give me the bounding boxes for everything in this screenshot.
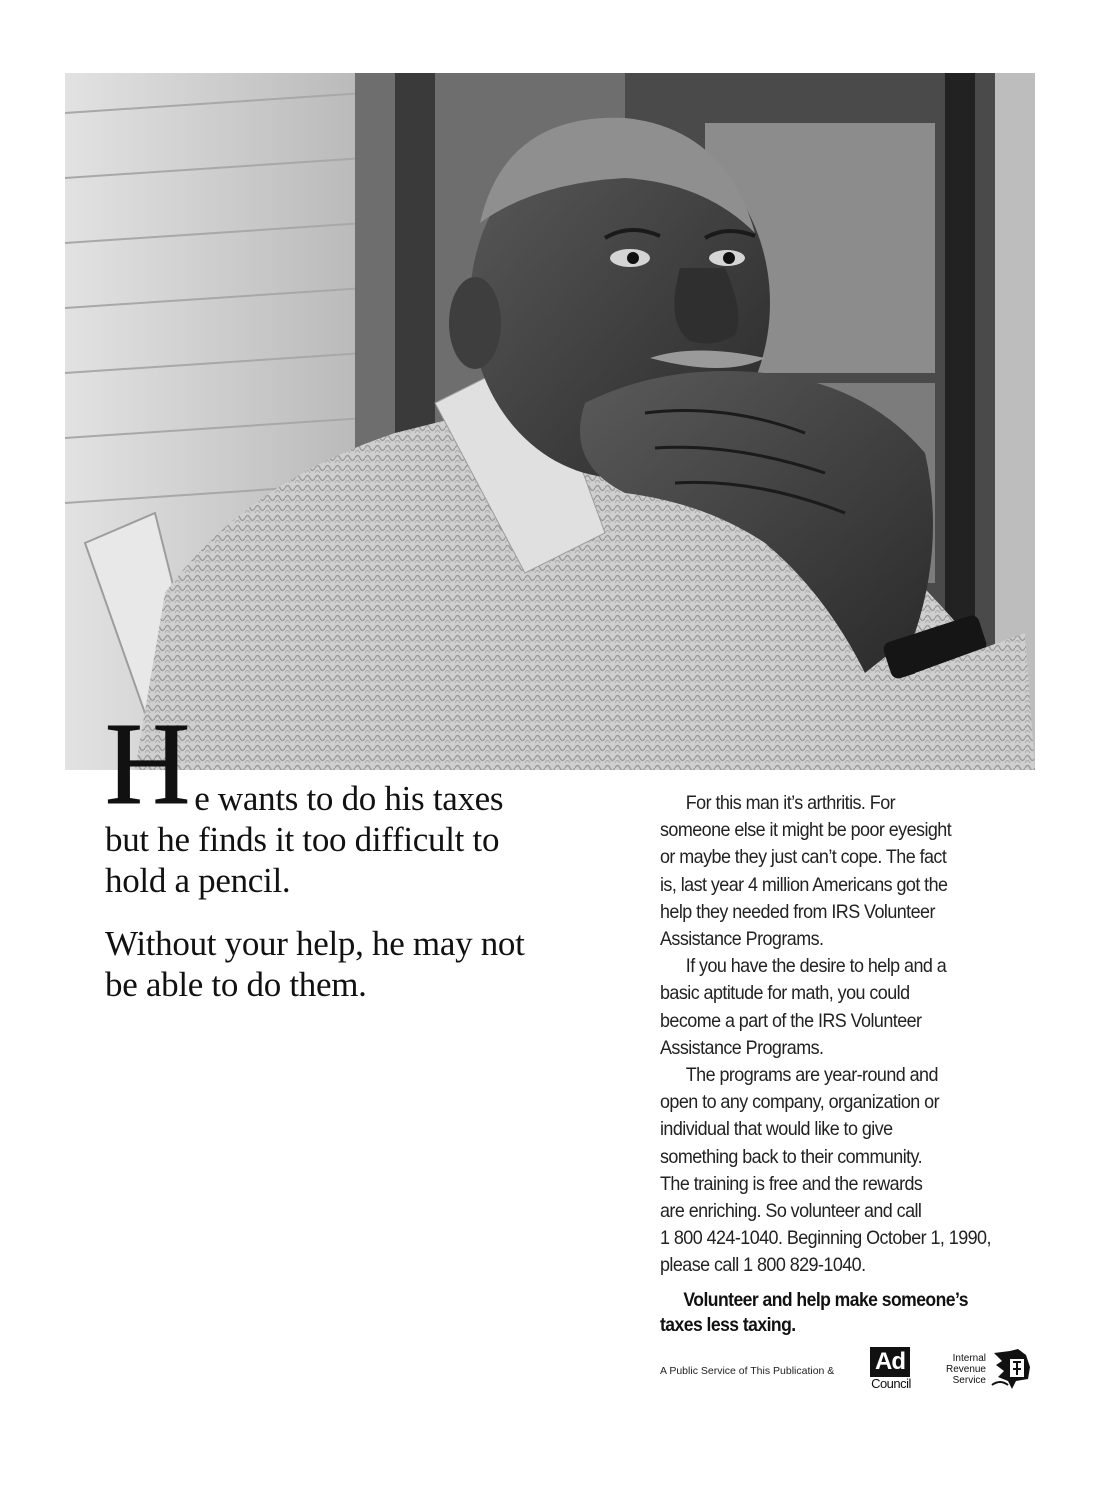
- body-para-1: [660, 790, 1019, 953]
- body-line: something back to their community.: [660, 1145, 923, 1168]
- irs-line-3: Service: [952, 1375, 986, 1386]
- irs-line-1: Internal: [952, 1353, 986, 1364]
- body-line: For this man it’s arthritis. For: [685, 792, 896, 814]
- body-line: individual that would like to give: [660, 1118, 893, 1141]
- body-line: Assistance Programs.: [660, 928, 824, 951]
- drop-cap: H: [105, 698, 191, 829]
- irs-name: [922, 1353, 986, 1386]
- body-copy: [660, 790, 1019, 1280]
- body-line: The programs are year-round and: [685, 1064, 938, 1087]
- body-line: Assistance Programs.: [660, 1036, 824, 1059]
- headline: [105, 698, 625, 1027]
- body-line: or maybe they just can’t cope. The fact: [660, 846, 947, 869]
- body-line: please call 1 800 829-1040.: [660, 1254, 866, 1277]
- body-line: become a part of the IRS Volunteer: [660, 1009, 922, 1032]
- body-line: If you have the desire to help and a: [685, 955, 947, 978]
- headline-line-1: e wants to do his taxes: [194, 779, 504, 818]
- tagline-line-2: taxes less taxing.: [660, 1314, 796, 1336]
- ad-council-logo-bottom: Council: [871, 1376, 911, 1391]
- hero-photo: [65, 73, 1035, 770]
- body-para-2: [660, 953, 1019, 1062]
- tagline: [660, 1288, 1011, 1338]
- headline-para2-line-1: Without your help, he may not: [105, 924, 525, 963]
- headline-para2-line-2: be able to do them.: [105, 965, 367, 1004]
- headline-line-3: hold a pencil.: [105, 861, 291, 900]
- body-line: is, last year 4 million Americans got the: [660, 873, 948, 896]
- man-portrait-icon: [65, 73, 1035, 770]
- headline-line-2: but he finds it too difficult to: [105, 820, 500, 859]
- public-service-credit: A Public Service of This Publication &: [660, 1365, 835, 1377]
- ad-council-logo-top: Ad: [870, 1347, 910, 1377]
- footer: [660, 1345, 1040, 1395]
- irs-eagle-icon: [990, 1345, 1036, 1391]
- body-line: open to any company, organization or: [660, 1091, 939, 1114]
- irs-line-2: Revenue: [945, 1364, 986, 1375]
- body-line: 1 800 424-1040. Beginning October 1, 1990,: [660, 1227, 991, 1250]
- body-line: are enriching. So volunteer and call: [660, 1200, 922, 1223]
- body-line: help they needed from IRS Volunteer: [660, 900, 935, 923]
- body-line: basic aptitude for math, you could: [660, 982, 910, 1005]
- body-line: The training is free and the rewards: [660, 1172, 923, 1195]
- headline-para-1: [105, 698, 625, 901]
- ad-council-logo: [870, 1347, 912, 1395]
- body-para-3: [660, 1062, 1019, 1280]
- headline-para-2: [105, 923, 625, 1005]
- body-line: someone else it might be poor eyesight: [660, 819, 952, 842]
- tagline-line-1: Volunteer and help make someone’s: [683, 1289, 968, 1311]
